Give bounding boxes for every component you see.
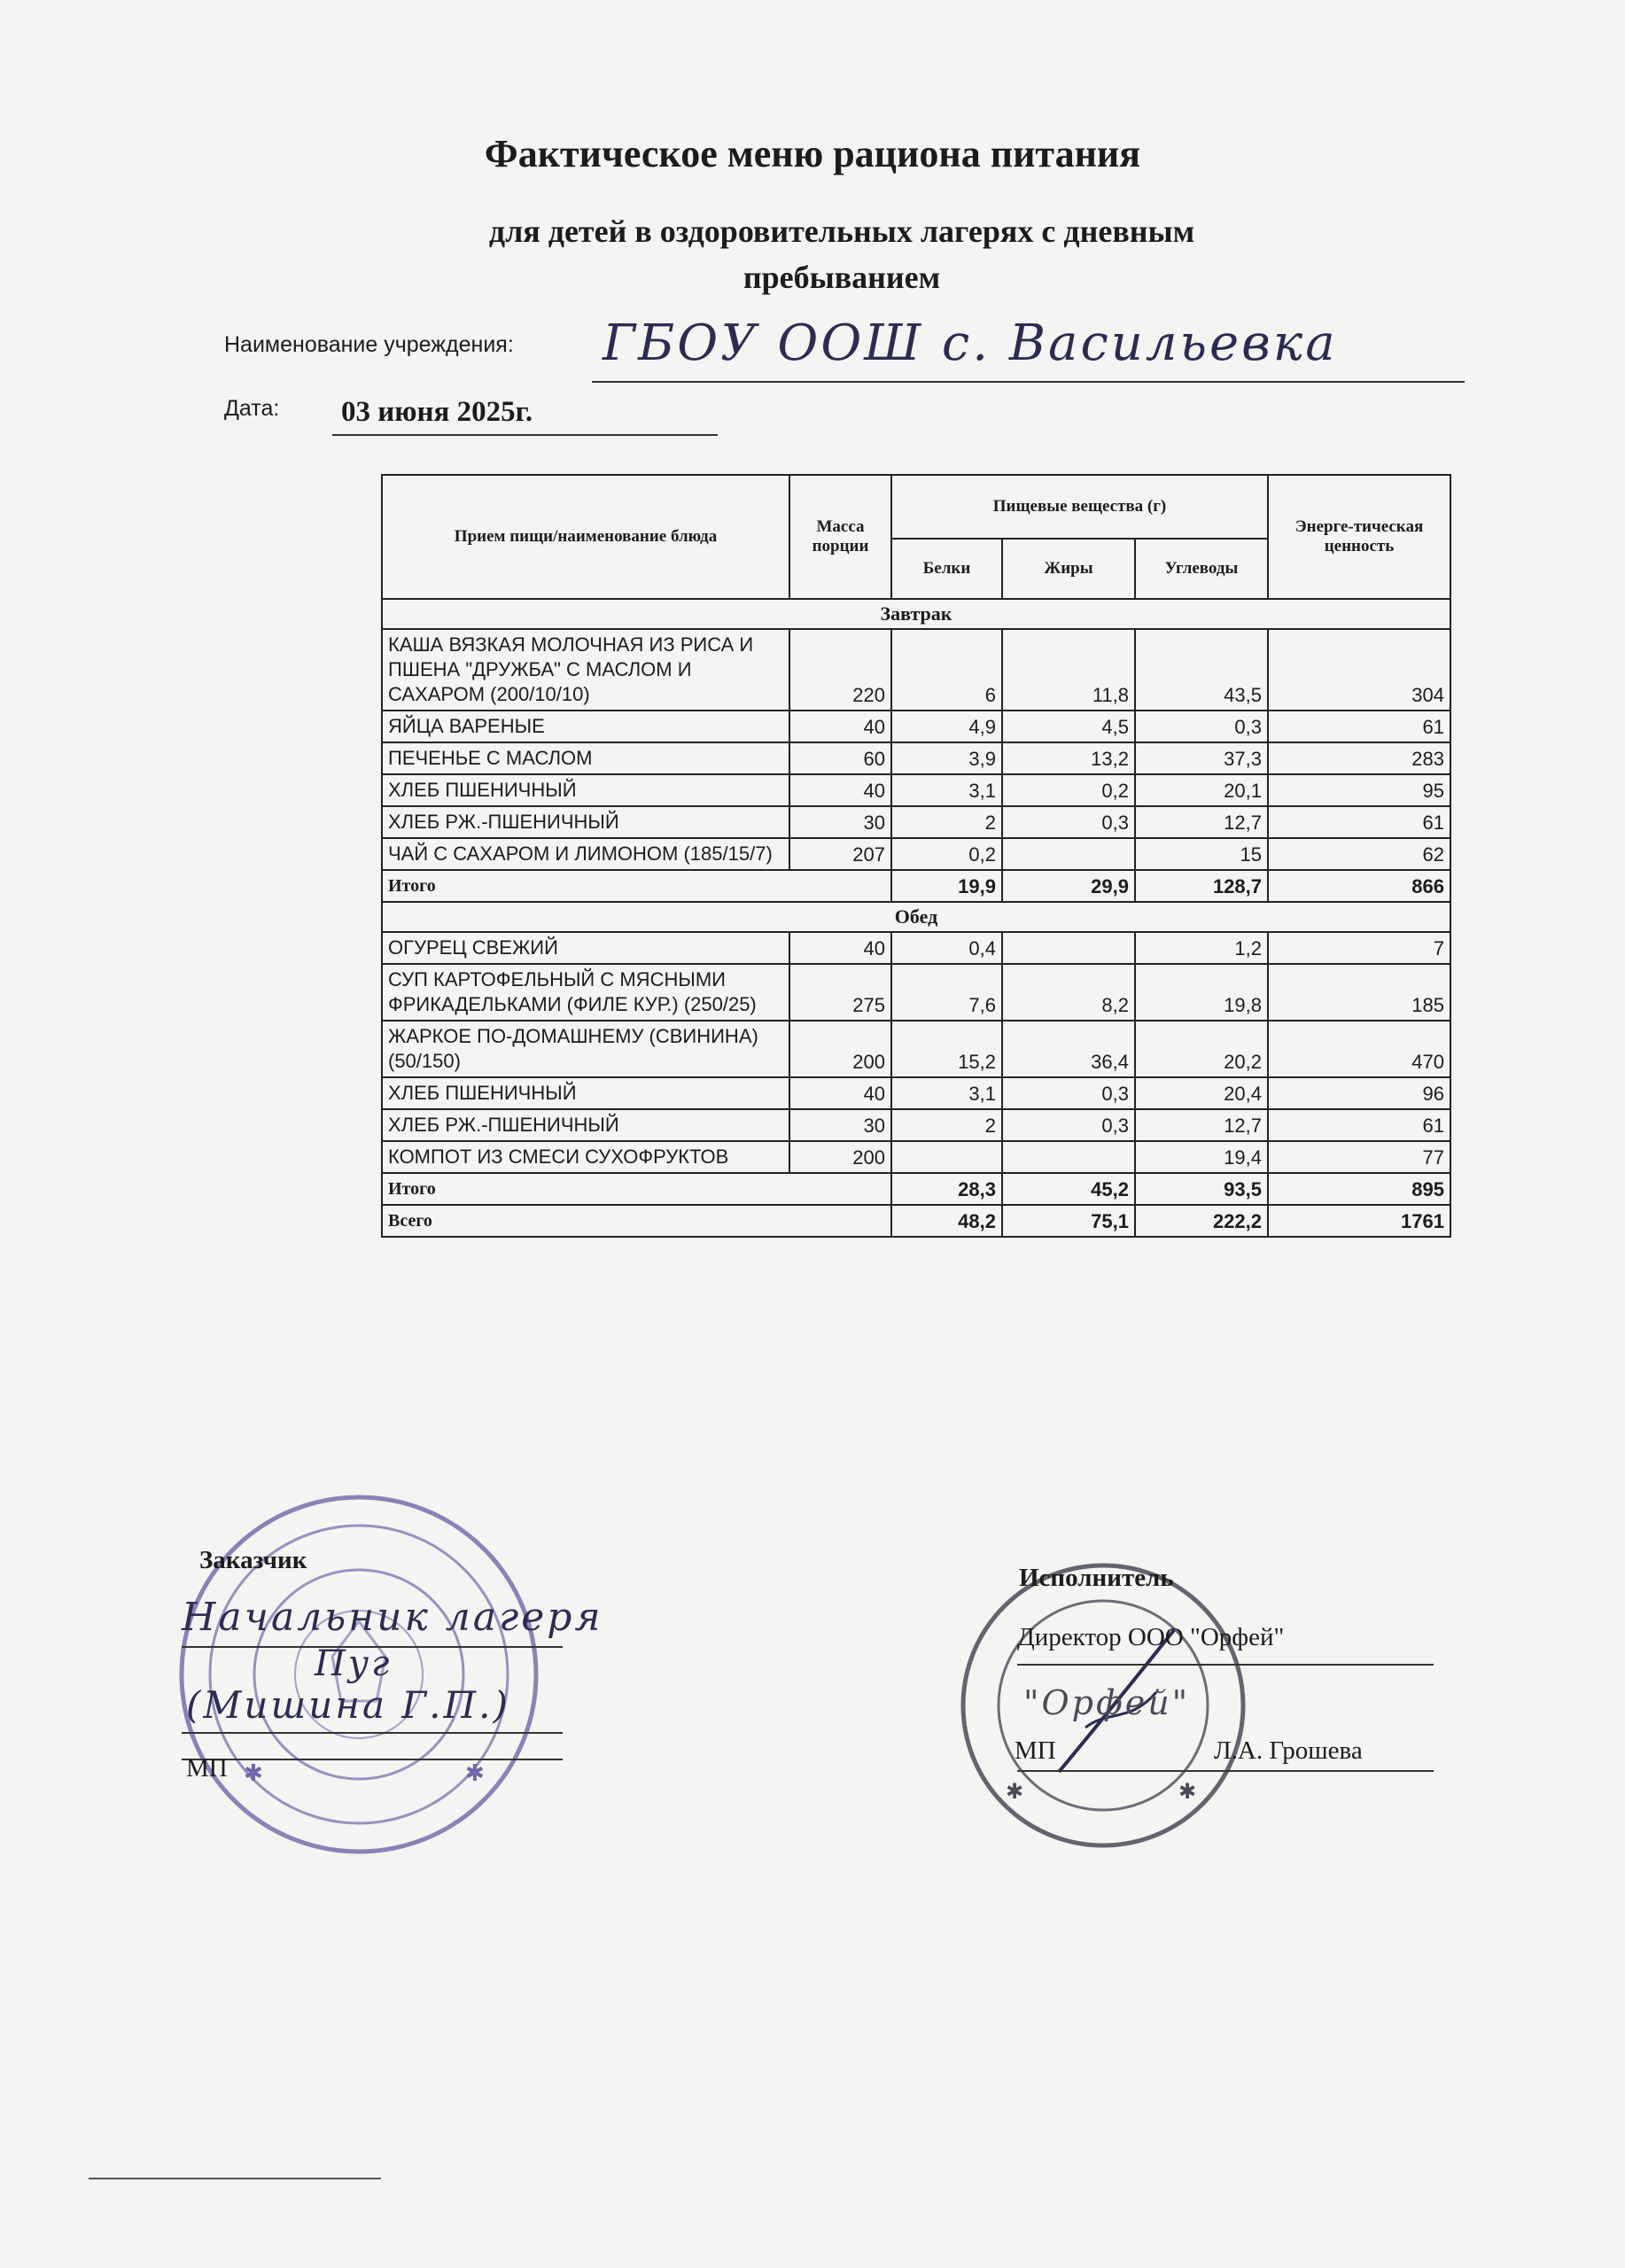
- fat-cell: 4,5: [1002, 711, 1135, 742]
- customer-name-underline: [182, 1732, 563, 1734]
- svg-text:✱: ✱: [1006, 1779, 1024, 1804]
- energy-cell: 61: [1268, 1109, 1450, 1141]
- carbs-cell: 19,8: [1135, 964, 1268, 1021]
- grand-total-energy-cell: 1761: [1268, 1205, 1450, 1237]
- section-title: Обед: [382, 902, 1450, 932]
- table-row: [382, 1109, 1450, 1141]
- section-row: [382, 902, 1450, 932]
- footer-line: [89, 2178, 381, 2179]
- energy-cell: 7: [1268, 932, 1450, 964]
- fat-cell: [1002, 932, 1135, 964]
- dish-name-cell: СУП КАРТОФЕЛЬНЫЙ С МЯСНЫМИ ФРИКАДЕЛЬКАМИ (ФИЛЕ КУР.) (250/25): [382, 964, 789, 1021]
- grand-total-row: [382, 1205, 1450, 1237]
- total-energy-cell: 895: [1268, 1173, 1450, 1205]
- fat-cell: 0,3: [1002, 1109, 1135, 1141]
- total-protein-cell: 19,9: [891, 870, 1002, 902]
- executor-name-underline: [1017, 1770, 1434, 1772]
- protein-cell: 2: [891, 806, 1002, 838]
- fat-cell: 0,2: [1002, 774, 1135, 806]
- mass-cell: 275: [789, 964, 891, 1021]
- dish-name-cell: ХЛЕБ ПШЕНИЧНЫЙ: [382, 774, 789, 806]
- customer-signature: Пуг: [315, 1643, 393, 1684]
- dish-name-cell: ХЛЕБ ПШЕНИЧНЫЙ: [382, 1077, 789, 1109]
- table-row: [382, 1141, 1450, 1173]
- menu-table: [381, 474, 1451, 1238]
- header-nutrients: Пищевые вещества (г): [891, 475, 1268, 539]
- mass-cell: 30: [789, 806, 891, 838]
- carbs-cell: 0,3: [1135, 711, 1268, 742]
- section-title: Завтрак: [382, 599, 1450, 629]
- carbs-cell: 20,4: [1135, 1077, 1268, 1109]
- grand-total-fat-cell: 75,1: [1002, 1205, 1135, 1237]
- executor-position: Директор ООО "Орфей": [1017, 1623, 1285, 1651]
- protein-cell: 7,6: [891, 964, 1002, 1021]
- carbs-cell: 43,5: [1135, 629, 1268, 711]
- svg-text:✱: ✱: [465, 1760, 485, 1787]
- fat-cell: 8,2: [1002, 964, 1135, 1021]
- header-dish: Прием пищи/наименование блюда: [382, 475, 789, 599]
- carbs-cell: 12,7: [1135, 1109, 1268, 1141]
- protein-cell: 15,2: [891, 1021, 1002, 1077]
- total-protein-cell: 28,3: [891, 1173, 1002, 1205]
- dish-name-cell: ОГУРЕЦ СВЕЖИЙ: [382, 932, 789, 964]
- protein-cell: 0,4: [891, 932, 1002, 964]
- customer-name: (Мишина Г.П.): [186, 1683, 510, 1727]
- grand-total-protein-cell: 48,2: [891, 1205, 1002, 1237]
- fat-cell: 0,3: [1002, 1077, 1135, 1109]
- carbs-cell: 20,2: [1135, 1021, 1268, 1077]
- customer-position: Начальник лагеря: [182, 1595, 603, 1640]
- customer-label: Заказчик: [199, 1546, 307, 1574]
- mass-cell: 40: [789, 1077, 891, 1109]
- table-row: [382, 774, 1450, 806]
- header-carbs: Углеводы: [1135, 539, 1268, 599]
- total-label-cell: Итого: [382, 870, 891, 902]
- fat-cell: [1002, 838, 1135, 870]
- energy-cell: 185: [1268, 964, 1450, 1021]
- fat-cell: 11,8: [1002, 629, 1135, 711]
- protein-cell: 6: [891, 629, 1002, 711]
- energy-cell: 62: [1268, 838, 1450, 870]
- institution-underline: [592, 381, 1465, 383]
- menu-table-body: [382, 599, 1450, 1237]
- table-row: [382, 964, 1450, 1021]
- document-title: Фактическое меню рациона питания: [484, 132, 1141, 175]
- section-total-row: [382, 1173, 1450, 1205]
- carbs-cell: 37,3: [1135, 742, 1268, 774]
- header-fat: Жиры: [1002, 539, 1135, 599]
- mass-cell: 40: [789, 711, 891, 742]
- table-row: [382, 1021, 1450, 1077]
- executor-mp: МП: [1015, 1736, 1056, 1765]
- protein-cell: 0,2: [891, 838, 1002, 870]
- energy-cell: 283: [1268, 742, 1450, 774]
- dish-name-cell: ХЛЕБ РЖ.-ПШЕНИЧНЫЙ: [382, 806, 789, 838]
- executor-name: Л.А. Грошева: [1214, 1736, 1363, 1765]
- date-value: 03 июня 2025г.: [341, 396, 533, 428]
- protein-cell: [891, 1141, 1002, 1173]
- carbs-cell: 19,4: [1135, 1141, 1268, 1173]
- dish-name-cell: КОМПОТ ИЗ СМЕСИ СУХОФРУКТОВ: [382, 1141, 789, 1173]
- dish-name-cell: ЖАРКОЕ ПО-ДОМАШНЕМУ (СВИНИНА) (50/150): [382, 1021, 789, 1077]
- mass-cell: 30: [789, 1109, 891, 1141]
- customer-mp: МП: [186, 1754, 228, 1783]
- total-label-cell: Итого: [382, 1173, 891, 1205]
- dish-name-cell: ЧАЙ С САХАРОМ И ЛИМОНОМ (185/15/7): [382, 838, 789, 870]
- table-row: [382, 838, 1450, 870]
- table-row: [382, 711, 1450, 742]
- section-row: [382, 599, 1450, 629]
- carbs-cell: 12,7: [1135, 806, 1268, 838]
- document-subtitle: для детей в оздоровительных лагерях с дневным пребыванием: [488, 214, 1195, 295]
- total-fat-cell: 45,2: [1002, 1173, 1135, 1205]
- executor-stamp-center: "Орфей": [1023, 1683, 1191, 1722]
- dish-name-cell: КАША ВЯЗКАЯ МОЛОЧНАЯ ИЗ РИСА И ПШЕНА "ДРУЖБА" С МАСЛОМ И САХАРОМ (200/10/10): [382, 629, 789, 711]
- energy-cell: 61: [1268, 711, 1450, 742]
- date-label: Дата:: [224, 396, 280, 421]
- svg-text:✱: ✱: [1178, 1779, 1197, 1804]
- total-carbs-cell: 128,7: [1135, 870, 1268, 902]
- total-fat-cell: 29,9: [1002, 870, 1135, 902]
- fat-cell: 36,4: [1002, 1021, 1135, 1077]
- customer-line: [182, 1759, 563, 1760]
- fat-cell: 0,3: [1002, 806, 1135, 838]
- grand-total-carbs-cell: 222,2: [1135, 1205, 1268, 1237]
- mass-cell: 207: [789, 838, 891, 870]
- carbs-cell: 20,1: [1135, 774, 1268, 806]
- energy-cell: 77: [1268, 1141, 1450, 1173]
- executor-label: Исполнитель: [1019, 1564, 1174, 1592]
- mass-cell: 220: [789, 629, 891, 711]
- mass-cell: 200: [789, 1021, 891, 1077]
- protein-cell: 3,1: [891, 774, 1002, 806]
- total-energy-cell: 866: [1268, 870, 1450, 902]
- total-carbs-cell: 93,5: [1135, 1173, 1268, 1205]
- dish-name-cell: ХЛЕБ РЖ.-ПШЕНИЧНЫЙ: [382, 1109, 789, 1141]
- header-energy: Энерге-тическая ценность: [1268, 475, 1450, 599]
- table-row: [382, 932, 1450, 964]
- table-row: [382, 629, 1450, 711]
- fat-cell: [1002, 1141, 1135, 1173]
- mass-cell: 40: [789, 932, 891, 964]
- protein-cell: 2: [891, 1109, 1002, 1141]
- date-underline: [332, 434, 718, 436]
- protein-cell: 3,9: [891, 742, 1002, 774]
- institution-value: ГБОУ ООШ с. Васильевка: [603, 315, 1338, 372]
- svg-text:✱: ✱: [244, 1760, 263, 1787]
- header-mass: Масса порции: [789, 475, 891, 599]
- dish-name-cell: ПЕЧЕНЬЕ С МАСЛОМ: [382, 742, 789, 774]
- energy-cell: 61: [1268, 806, 1450, 838]
- carbs-cell: 1,2: [1135, 932, 1268, 964]
- table-row: [382, 806, 1450, 838]
- executor-position-underline: [1017, 1664, 1434, 1666]
- energy-cell: 96: [1268, 1077, 1450, 1109]
- protein-cell: 4,9: [891, 711, 1002, 742]
- mass-cell: 200: [789, 1141, 891, 1173]
- institution-label: Наименование учреждения:: [224, 332, 514, 357]
- energy-cell: 304: [1268, 629, 1450, 711]
- protein-cell: 3,1: [891, 1077, 1002, 1109]
- table-row: [382, 742, 1450, 774]
- mass-cell: 40: [789, 774, 891, 806]
- dish-name-cell: ЯЙЦА ВАРЕНЫЕ: [382, 711, 789, 742]
- header-protein: Белки: [891, 539, 1002, 599]
- grand-total-label-cell: Всего: [382, 1205, 891, 1237]
- carbs-cell: 15: [1135, 838, 1268, 870]
- energy-cell: 470: [1268, 1021, 1450, 1077]
- mass-cell: 60: [789, 742, 891, 774]
- fat-cell: 13,2: [1002, 742, 1135, 774]
- energy-cell: 95: [1268, 774, 1450, 806]
- table-row: [382, 1077, 1450, 1109]
- section-total-row: [382, 870, 1450, 902]
